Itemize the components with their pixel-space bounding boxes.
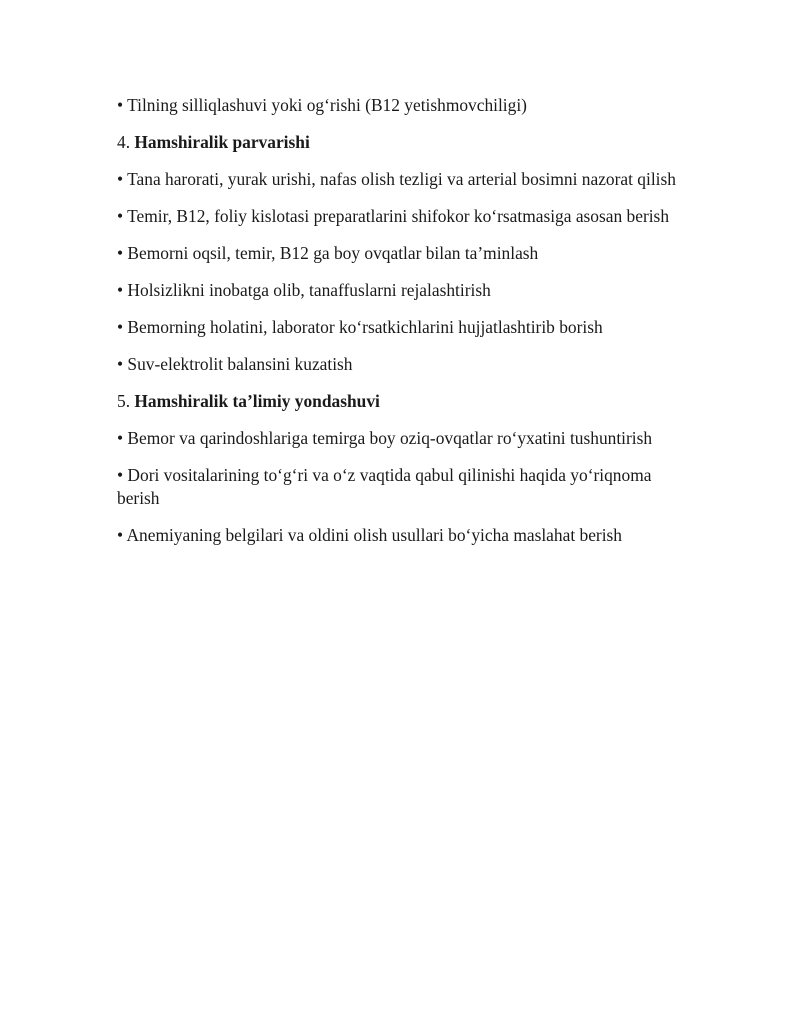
document-body: [117, 94, 697, 561]
bullet-item: • Dori vositalarining to‘g‘ri va o‘z vaqtida qabul qilinishi haqida yo‘riqnoma berish: [117, 465, 652, 508]
bullet-item: • Anemiyaning belgilari va oldini olish usullari bo‘yicha maslahat berish: [117, 525, 622, 545]
section-number: 4.: [117, 132, 131, 152]
bullet-item: • Holsizlikni inobatga olib, tanaffuslarni rejalashtirish: [117, 280, 491, 300]
bullet-item: • Tana harorati, yurak urishi, nafas olish tezligi va arterial bosimni nazorat qilish: [117, 169, 676, 189]
bullet-item: • Bemorni oqsil, temir, B12 ga boy ovqatlar bilan ta’minlash: [117, 243, 539, 263]
bullet-item: • Suv-elektrolit balansini kuzatish: [117, 354, 353, 374]
section-title: Hamshiralik ta’limiy yondashuvi: [130, 391, 380, 411]
bullet-item: • Bemorning holatini, laborator ko‘rsatkichlarini hujjatlashtirib borish: [117, 317, 603, 337]
section-title: Hamshiralik parvarishi: [130, 132, 310, 152]
bullet-item: • Temir, B12, foliy kislotasi preparatlarini shifokor ko‘rsatmasiga asosan berish: [117, 206, 670, 226]
bullet-item: • Bemor va qarindoshlariga temirga boy oziq-ovqatlar ro‘yxatini tushuntirish: [117, 428, 653, 448]
bullet-item: • Tilning silliqlashuvi yoki og‘rishi (B12 yetishmovchiligi): [117, 95, 527, 115]
section-number: 5.: [117, 391, 131, 411]
section-heading: [117, 390, 697, 413]
section-heading: [117, 131, 697, 154]
